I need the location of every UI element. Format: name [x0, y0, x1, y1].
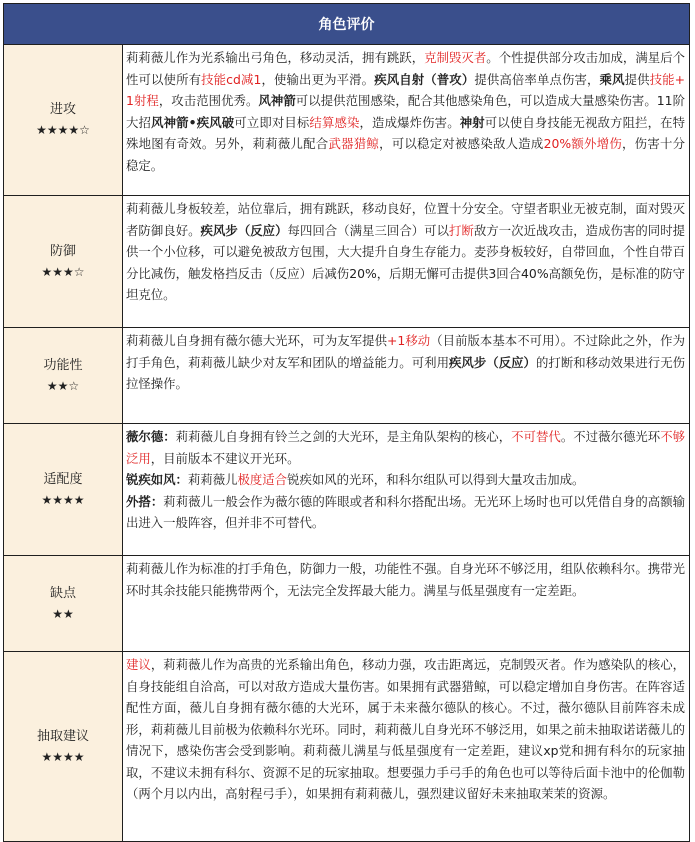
highlight-text: 20%额外增伤	[543, 136, 623, 151]
bold-term: 风神箭•疾风破	[151, 114, 235, 130]
highlight-text: 结算感染	[309, 114, 360, 130]
row-label-cell	[4, 652, 123, 842]
body-text: 莉莉薇儿作为光系输出弓角色，移动灵活，拥有跳跃，	[126, 50, 425, 65]
highlight-text: 武器猎鲸	[328, 136, 380, 151]
body-text: 敌方一次近战攻击，造成伤害的同时提供一个小位移，可以避免被敌方包围，大大提升自身生存能力。麦莎身板较好，自带回血，个性自带百分比减伤，触发格挡反击（反应）后减伤20%，后期无懈可击提供3回合40%高额免伤，是标准的防守坦克位。	[126, 222, 686, 302]
highlight-text: 打断	[449, 222, 474, 238]
row-label: 抽取建议	[36, 728, 89, 744]
highlight-text: 极度适合	[237, 472, 288, 487]
body-text: 。不过薇尔德光环	[560, 429, 661, 444]
bold-term: 疾风自射（普攻）	[374, 71, 475, 87]
eval-row-pull-advice	[4, 652, 690, 842]
body-text: 莉莉薇儿	[187, 472, 238, 487]
eval-row-offense	[4, 45, 690, 196]
row-label: 缺点	[49, 585, 76, 601]
table-header-row	[4, 4, 690, 45]
bold-term: 神射	[459, 114, 485, 130]
body-text: 莉莉薇儿自身拥有薇尔德大光环，可为友军提供	[126, 333, 388, 348]
row-label-cell	[4, 556, 123, 652]
body-text: 提供高倍率单点伤害，	[474, 71, 600, 87]
bold-term: 乘风	[599, 71, 625, 87]
bold-term: 外搭：	[126, 493, 164, 509]
row-label: 功能性	[43, 357, 83, 373]
body-text: ，可以稳定对被感染敌人造成	[379, 136, 544, 151]
row-content	[123, 45, 690, 196]
star-rating: ★★☆	[46, 378, 80, 393]
row-content	[123, 328, 690, 424]
row-label: 适配度	[43, 471, 83, 487]
highlight-text: +1移动	[387, 333, 431, 348]
body-text: 可以提供范围感染，配合其他感染角色，可以造成大量感染伤害。11阶大招	[126, 93, 686, 130]
row-label-cell	[4, 196, 123, 328]
highlight-text: 不可替代	[511, 429, 561, 444]
bold-term: 疾风步（反应）	[449, 354, 536, 370]
bold-term: 疾风步（反应）	[200, 222, 288, 238]
eval-row-compatibility	[4, 424, 690, 556]
body-text: 可立即对目标	[234, 114, 310, 130]
table-title: 角色评价	[4, 4, 690, 45]
row-content	[123, 556, 690, 652]
body-text: ，莉莉薇儿作为高贵的光系输出角色，移动力强，攻击距离远，克制毁灭者。作为感染队的核心，自身技能组自洽高，可以对敌方造成大量伤害。如果拥有武器猎鲸，可以稳定增加自身伤害。在阵容适配性方面，薇儿自身拥有薇尔德的大光环，属于未来薇尔德队的核心。不过，薇尔德队目前阵容未成形，莉莉薇儿目前极为依赖科尔光环。同时，莉莉薇儿自身光环不够泛用，如果之前未抽取诺诺薇儿的情况下，感染伤害会受到影响。莉莉薇儿满星与低星强度有一定差距，建议xp党和拥有科尔的玩家抽取，不建议未拥有科尔、资源不足的玩家抽取。想要强力手弓手的角色也可以等待后面卡池中的伦伽勒（两个月以内出，高射程弓手），如果拥有莉莉薇儿，强烈建议留好未来抽取茉茉的资源。	[126, 657, 686, 801]
highlight-text: 不够泛用	[126, 429, 686, 466]
body-text: ，造成爆炸伤害。	[359, 114, 460, 130]
row-label-cell	[4, 328, 123, 424]
body-text: 锐疾如风的光环，和科尔组队可以得到大量攻击加成。	[287, 472, 585, 487]
body-text: ，使输出更为平滑。	[261, 71, 375, 87]
row-label: 进攻	[49, 102, 76, 117]
body-text: 每四回合（满星三回合）可以	[287, 222, 450, 238]
row-content	[123, 652, 690, 842]
star-rating: ★★	[52, 606, 74, 621]
body-text: ，攻击范围优秀。	[158, 93, 259, 108]
body-text: 的打断和移动效果进行无伤拉怪操作。	[126, 354, 686, 391]
bold-term: 风神箭	[258, 93, 296, 108]
body-text: ，目前版本不建议开光环。	[150, 450, 300, 466]
bold-term: 薇尔德：	[126, 429, 176, 444]
body-text: （目前版本基本不可用）。不过除此之外，作为打手角色，莉莉薇儿缺少对友军和团队的增益能力。可利用	[126, 333, 685, 370]
row-label-cell	[4, 424, 123, 556]
highlight-text: 克制毁灭者	[424, 50, 487, 65]
row-content	[123, 424, 690, 556]
body-text: 莉莉薇儿自身拥有铃兰之剑的大光环，是主角队架构的核心，	[175, 429, 512, 444]
body-text: 莉莉薇儿一般会作为薇尔德的阵眼或者和科尔搭配出场。无光环上场时也可以凭借自身的高额输出进入一般阵容，但并非不可替代。	[126, 493, 686, 530]
body-text: 。个性提供部分攻击加成，满星后个性可以使所有	[126, 50, 686, 87]
body-text: 莉莉薇儿身板较差，站位靠后，拥有跳跃，移动良好，位置十分安全。守望者职业无被克制，面对毁灭者防御良好。	[126, 201, 685, 238]
body-text: 提供	[624, 71, 650, 87]
star-rating: ★★★★	[41, 749, 85, 764]
bold-term: 锐疾如风：	[126, 472, 188, 487]
body-text: 可以使自身技能无视敌方阻拦，在特殊地图有奇效。另外，莉莉薇儿配合	[126, 114, 686, 151]
eval-row-utility	[4, 328, 690, 424]
star-rating: ★★★☆	[41, 264, 85, 279]
row-label-cell	[4, 45, 123, 196]
character-evaluation-table	[3, 3, 690, 842]
body-text: 莉莉薇儿作为标准的打手角色，防御力一般，功能性不强。自身光环不够泛用，组队依赖科尔。携带光环时其余技能只能携带两个，无法完全发挥最大能力。满星与低星强度有一定差距。	[126, 561, 685, 598]
highlight-text: 技能+1射程	[126, 71, 686, 108]
eval-row-defense	[4, 196, 690, 328]
highlight-text: 技能cd减1	[201, 71, 262, 87]
body-text: ，伤害十分稳定。	[126, 136, 686, 173]
star-rating: ★★★★☆	[36, 123, 90, 137]
eval-row-weakness	[4, 556, 690, 652]
highlight-text: 建议	[126, 657, 151, 672]
row-content	[123, 196, 690, 328]
row-label: 防御	[49, 243, 76, 259]
star-rating: ★★★★	[41, 492, 85, 507]
